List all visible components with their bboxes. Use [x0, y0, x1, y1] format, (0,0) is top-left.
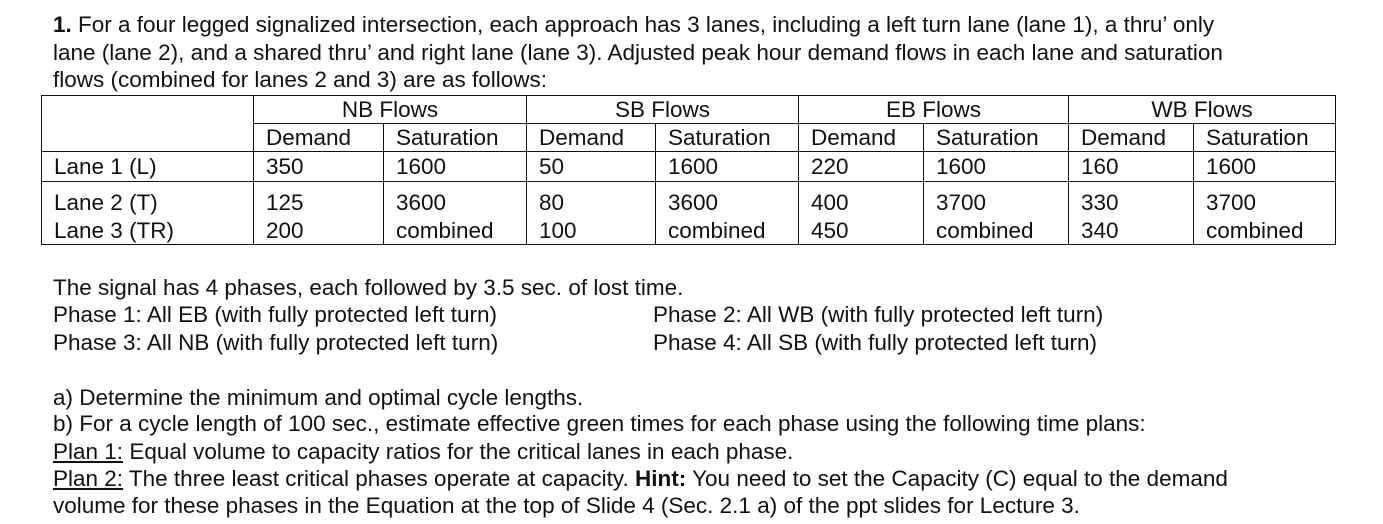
plan-1 [53, 438, 793, 465]
subheader-demand: Demand [799, 124, 924, 152]
problem-number: 1. [53, 12, 72, 37]
phase-4: Phase 4: All SB (with fully protected left turn) [653, 330, 1097, 355]
lane-label: Lane 1 (L) [42, 152, 254, 182]
question-b: b) For a cycle length of 100 sec., estimate effective green times for each phase using the following time plans: [53, 411, 1146, 436]
table-cell: 200 [254, 217, 384, 245]
subheader-saturation: Saturation [656, 124, 799, 152]
signal-intro: The signal has 4 phases, each followed by 3.5 sec. of lost time. [53, 275, 684, 300]
phase-1: Phase 1: All EB (with fully protected left turn) [53, 302, 497, 327]
group-header-wb: WB Flows [1069, 96, 1336, 124]
group-header-eb: EB Flows [799, 96, 1069, 124]
plan-2 [53, 465, 1228, 492]
table-cell: combined [1194, 217, 1336, 245]
table-cell: 450 [799, 217, 924, 245]
table-cell: 50 [527, 152, 656, 182]
table-cell: combined [384, 217, 527, 245]
phase-2: Phase 2: All WB (with fully protected left turn) [653, 302, 1104, 327]
phase-3: Phase 3: All NB (with fully protected left turn) [53, 330, 499, 355]
table-cell: 3600 [384, 182, 527, 218]
flows-table [41, 95, 1336, 245]
table-cell: 125 [254, 182, 384, 218]
subheader-demand: Demand [1069, 124, 1194, 152]
intro-line-3: flows (combined for lanes 2 and 3) are as follows: [53, 67, 547, 92]
table-cell: 350 [254, 152, 384, 182]
table-cell: 3700 [924, 182, 1069, 218]
intro-line-2: lane (lane 2), and a shared thru’ and right lane (lane 3). Adjusted peak hour demand flows in each lane and saturation [53, 39, 1223, 65]
table-cell: 160 [1069, 152, 1194, 182]
table-cell: 100 [527, 217, 656, 245]
table-cell: 400 [799, 182, 924, 218]
subheader-saturation: Saturation [384, 124, 527, 152]
table-cell: 330 [1069, 182, 1194, 218]
plan-2-line-2: volume for these phases in the Equation at the top of Slide 4 (Sec. 2.1 a) of the ppt slides for Lecture 3. [53, 493, 1080, 518]
subheader-demand: Demand [527, 124, 656, 152]
subheader-saturation: Saturation [924, 124, 1069, 152]
subheader-saturation: Saturation [1194, 124, 1336, 152]
group-header-nb: NB Flows [254, 96, 527, 124]
table-cell: 1600 [384, 152, 527, 182]
corner-cell [42, 96, 254, 152]
subheader-demand: Demand [254, 124, 384, 152]
lane-label: Lane 3 (TR) [42, 217, 254, 245]
table-cell: 3600 [656, 182, 799, 218]
problem-intro [53, 11, 1223, 94]
group-header-sb: SB Flows [527, 96, 799, 124]
table-cell: 3700 [1194, 182, 1336, 218]
table-group-header-row [42, 96, 1336, 124]
table-cell: combined [924, 217, 1069, 245]
table-cell: 220 [799, 152, 924, 182]
intro-line-1: 1. For a four legged signalized intersection, each approach has 3 lanes, including a left turn lane (lane 1), a thru’ only [53, 12, 1215, 37]
hint-text: You need to set the Capacity (C) equal to the demand [686, 466, 1228, 491]
table-cell: 1600 [924, 152, 1069, 182]
question-a: a) Determine the minimum and optimal cycle lengths. [53, 385, 584, 410]
table-cell: 1600 [1194, 152, 1336, 182]
plan-2-text: The three least critical phases operate at capacity. [123, 466, 636, 491]
table-row [42, 182, 1336, 218]
table-cell: 340 [1069, 217, 1194, 245]
hint-label: Hint: [635, 466, 687, 491]
table-row [42, 217, 1336, 245]
lane-label: Lane 2 (T) [42, 182, 254, 218]
table-row [42, 152, 1336, 182]
table-cell: 1600 [656, 152, 799, 182]
plan-1-text: Equal volume to capacity ratios for the critical lanes in each phase. [123, 439, 794, 464]
plan-2-label: Plan 2: [53, 466, 124, 491]
table-cell: 80 [527, 182, 656, 218]
table-cell: combined [656, 217, 799, 245]
plan-1-label: Plan 1: [53, 439, 124, 464]
